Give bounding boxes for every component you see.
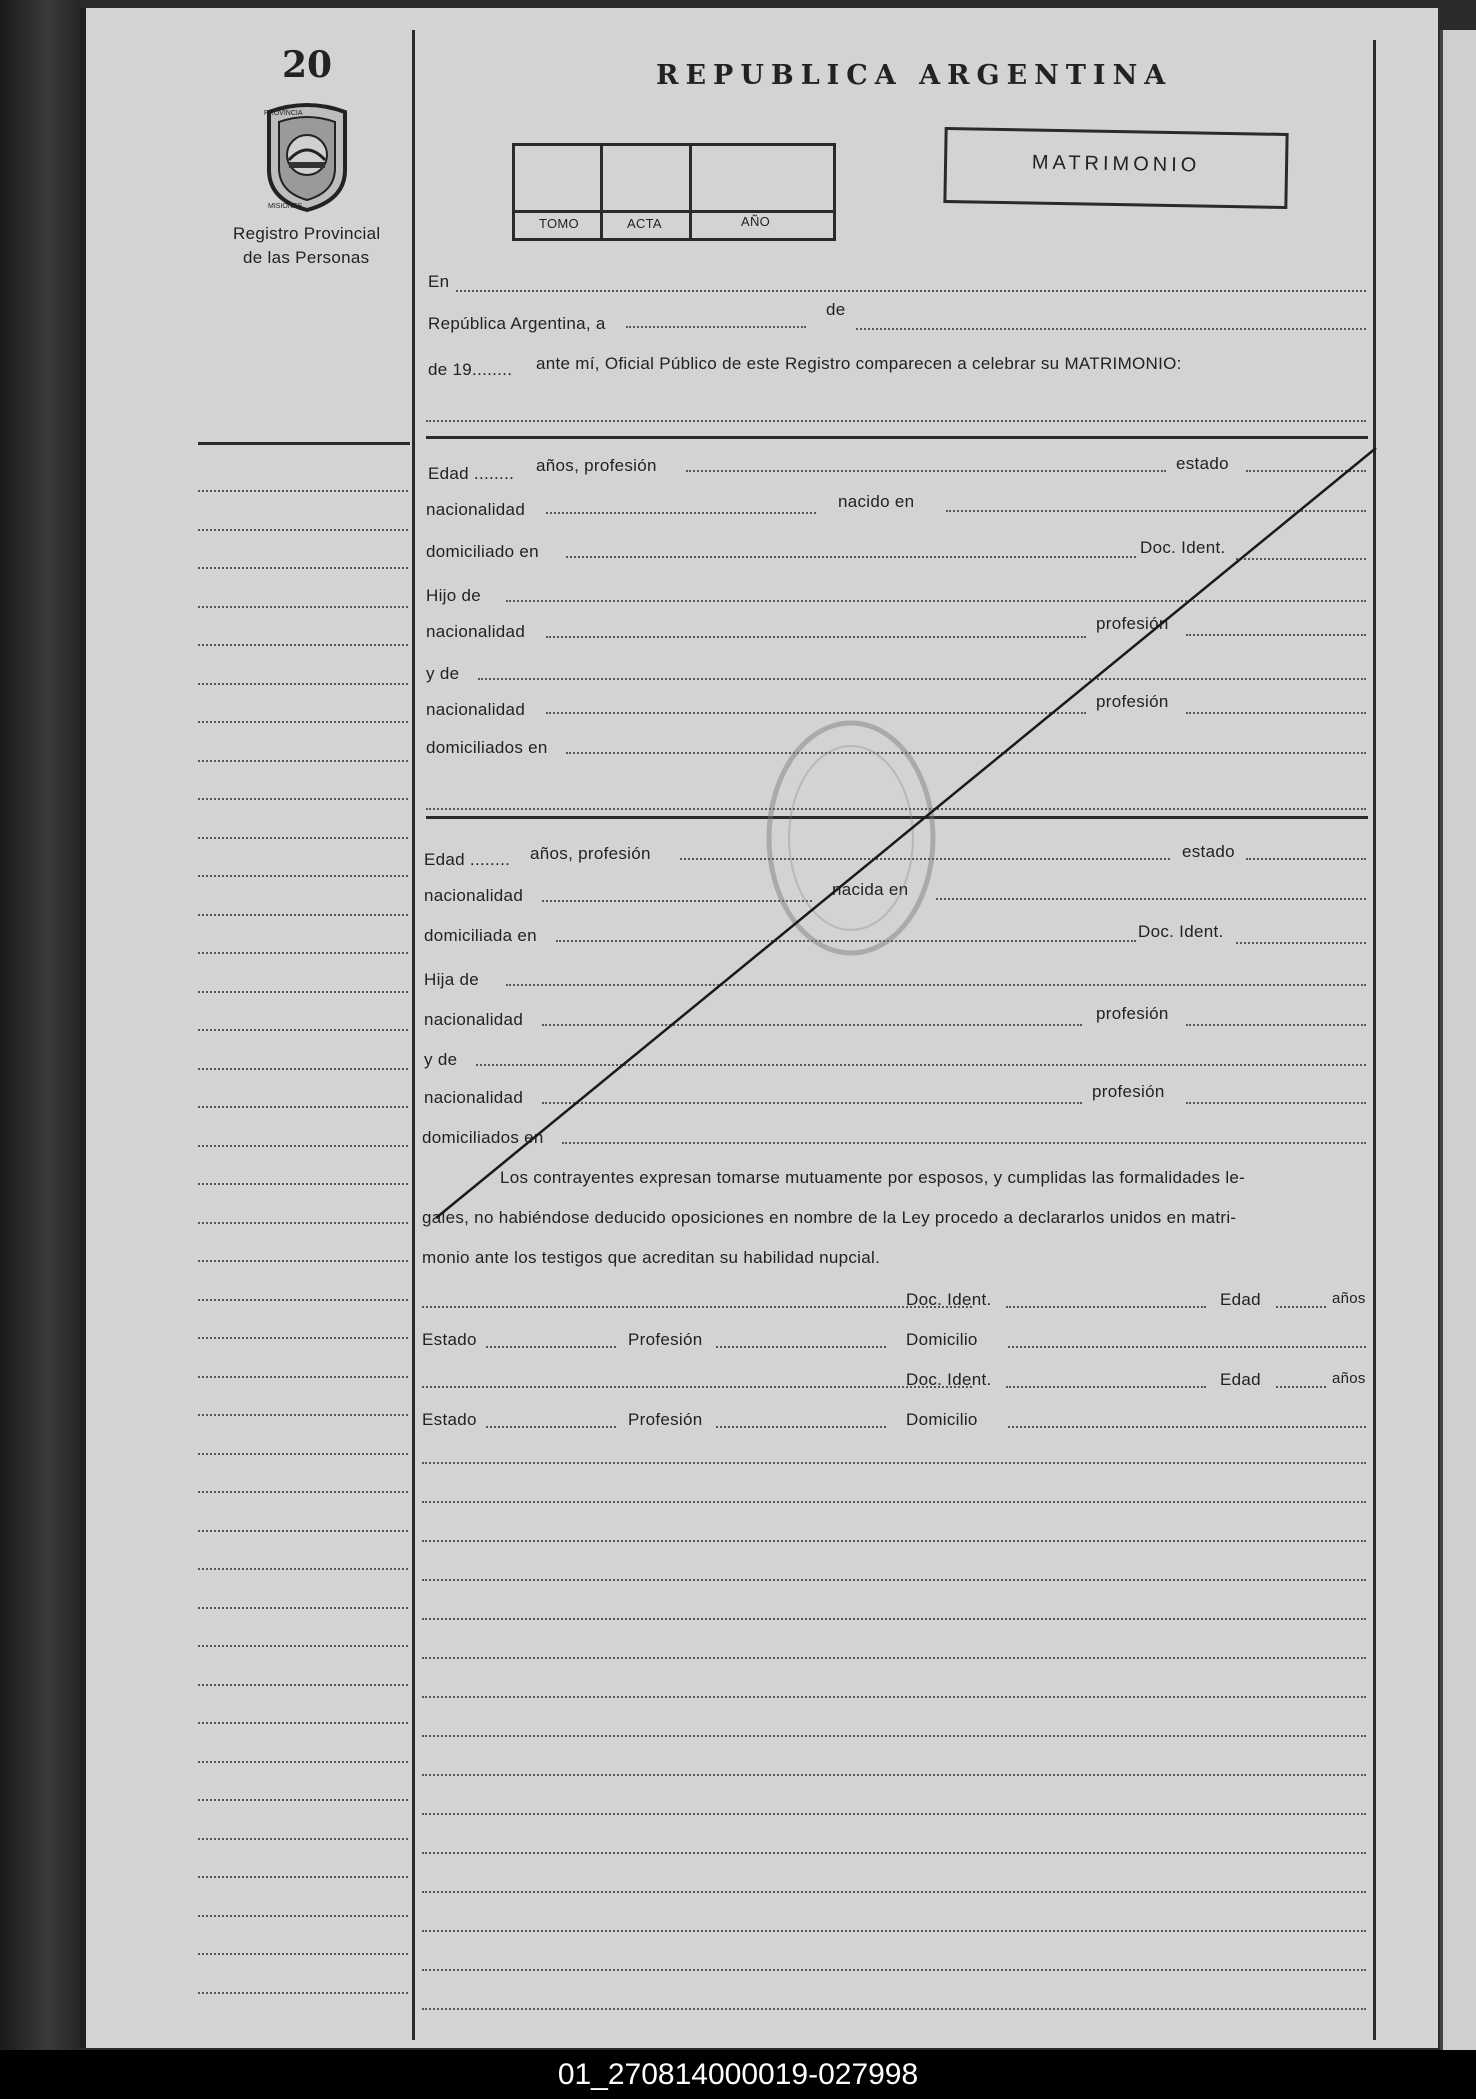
witness1-anios: años bbox=[1332, 1290, 1366, 1307]
registry-name-line2: de las Personas bbox=[243, 248, 370, 267]
groom-domiciliado-en: domiciliado en bbox=[426, 542, 539, 561]
bride-mother-nacionalidad: nacionalidad bbox=[424, 1088, 524, 1107]
intro-en: En bbox=[428, 272, 450, 291]
groom-estado: estado bbox=[1176, 454, 1229, 473]
witness1-profesion: Profesión bbox=[628, 1330, 703, 1349]
page-number: 20 bbox=[282, 44, 333, 86]
bride-estado: estado bbox=[1182, 842, 1235, 861]
seal-text-top: PROVINCIA bbox=[264, 110, 303, 117]
groom-profesion-label: años, profesión bbox=[536, 456, 657, 475]
witness2-domicilio: Domicilio bbox=[906, 1410, 978, 1429]
groom-y-de: y de bbox=[426, 664, 460, 683]
groom-nacido-en: nacido en bbox=[838, 492, 915, 511]
groom-father-nacionalidad: nacionalidad bbox=[426, 622, 526, 641]
facing-page-edge bbox=[1440, 30, 1476, 2050]
book-spine bbox=[0, 0, 80, 2050]
bride-nacida-en: nacida en bbox=[832, 880, 909, 899]
bride-profesion-label: años, profesión bbox=[530, 844, 651, 863]
groom-mother-nacionalidad: nacionalidad bbox=[426, 700, 526, 719]
intro-de19: de 19........ bbox=[428, 360, 513, 379]
groom-edad: Edad ........ bbox=[428, 464, 515, 483]
witness2-anios: años bbox=[1332, 1370, 1366, 1387]
groom-hijo-de: Hijo de bbox=[426, 586, 482, 605]
bride-domiciliada-en: domiciliada en bbox=[424, 926, 537, 945]
bride-father-nacionalidad: nacionalidad bbox=[424, 1010, 524, 1029]
declaration-line1: Los contrayentes expresan tomarse mutuamente por esposos, y cumplidas las formalidades le- bbox=[500, 1168, 1246, 1187]
file-id: 01_270814000019-027998 bbox=[557, 2058, 919, 2091]
label-acta: ACTA bbox=[627, 216, 662, 231]
groom-father-profesion: profesión bbox=[1096, 614, 1169, 633]
witness2-edad: Edad bbox=[1220, 1370, 1261, 1389]
register-page bbox=[80, 8, 1438, 2048]
country-title: REPUBLICA ARGENTINA bbox=[656, 60, 1173, 91]
bride-doc-ident: Doc. Ident. bbox=[1138, 922, 1224, 941]
bride-hija-de: Hija de bbox=[424, 970, 480, 989]
label-ano: AÑO bbox=[741, 214, 771, 229]
bride-edad: Edad ........ bbox=[424, 850, 511, 869]
witness2-doc-ident: Doc. Ident. bbox=[906, 1370, 992, 1389]
witness1-domicilio: Domicilio bbox=[906, 1330, 978, 1349]
witness2-estado: Estado bbox=[422, 1410, 477, 1429]
registry-name-line1: Registro Provincial bbox=[233, 224, 381, 243]
declaration-line3: monio ante los testigos que acreditan su habilidad nupcial. bbox=[422, 1248, 881, 1267]
bride-domiciliados-en: domiciliados en bbox=[422, 1128, 544, 1147]
bride-mother-profesion: profesión bbox=[1092, 1082, 1165, 1101]
record-type-label: MATRIMONIO bbox=[1031, 151, 1201, 177]
witness1-doc-ident: Doc. Ident. bbox=[906, 1290, 992, 1309]
intro-ante: ante mí, Oficial Público de este Registro comparecen a celebrar su MATRIMONIO: bbox=[536, 354, 1182, 373]
declaration-line2: gales, no habiéndose deducido oposiciones en nombre de la Ley procedo a declararlos unidos en matri- bbox=[422, 1208, 1237, 1227]
witness2-profesion: Profesión bbox=[628, 1410, 703, 1429]
bride-y-de: y de bbox=[424, 1050, 458, 1069]
groom-doc-ident: Doc. Ident. bbox=[1140, 538, 1226, 557]
groom-mother-profesion: profesión bbox=[1096, 692, 1169, 711]
intro-de: de bbox=[826, 300, 846, 319]
groom-nacionalidad: nacionalidad bbox=[426, 500, 526, 519]
witness1-estado: Estado bbox=[422, 1330, 477, 1349]
witness1-edad: Edad bbox=[1220, 1290, 1261, 1309]
cancellation-line bbox=[86, 8, 1438, 2048]
bride-father-profesion: profesión bbox=[1096, 1004, 1169, 1023]
seal-text-bottom: MISIONES bbox=[268, 203, 303, 210]
file-id-bar bbox=[0, 2050, 1476, 2099]
groom-domiciliados-en: domiciliados en bbox=[426, 738, 548, 757]
bride-nacionalidad: nacionalidad bbox=[424, 886, 524, 905]
label-tomo: TOMO bbox=[539, 216, 579, 231]
intro-republica: República Argentina, a bbox=[428, 314, 606, 333]
